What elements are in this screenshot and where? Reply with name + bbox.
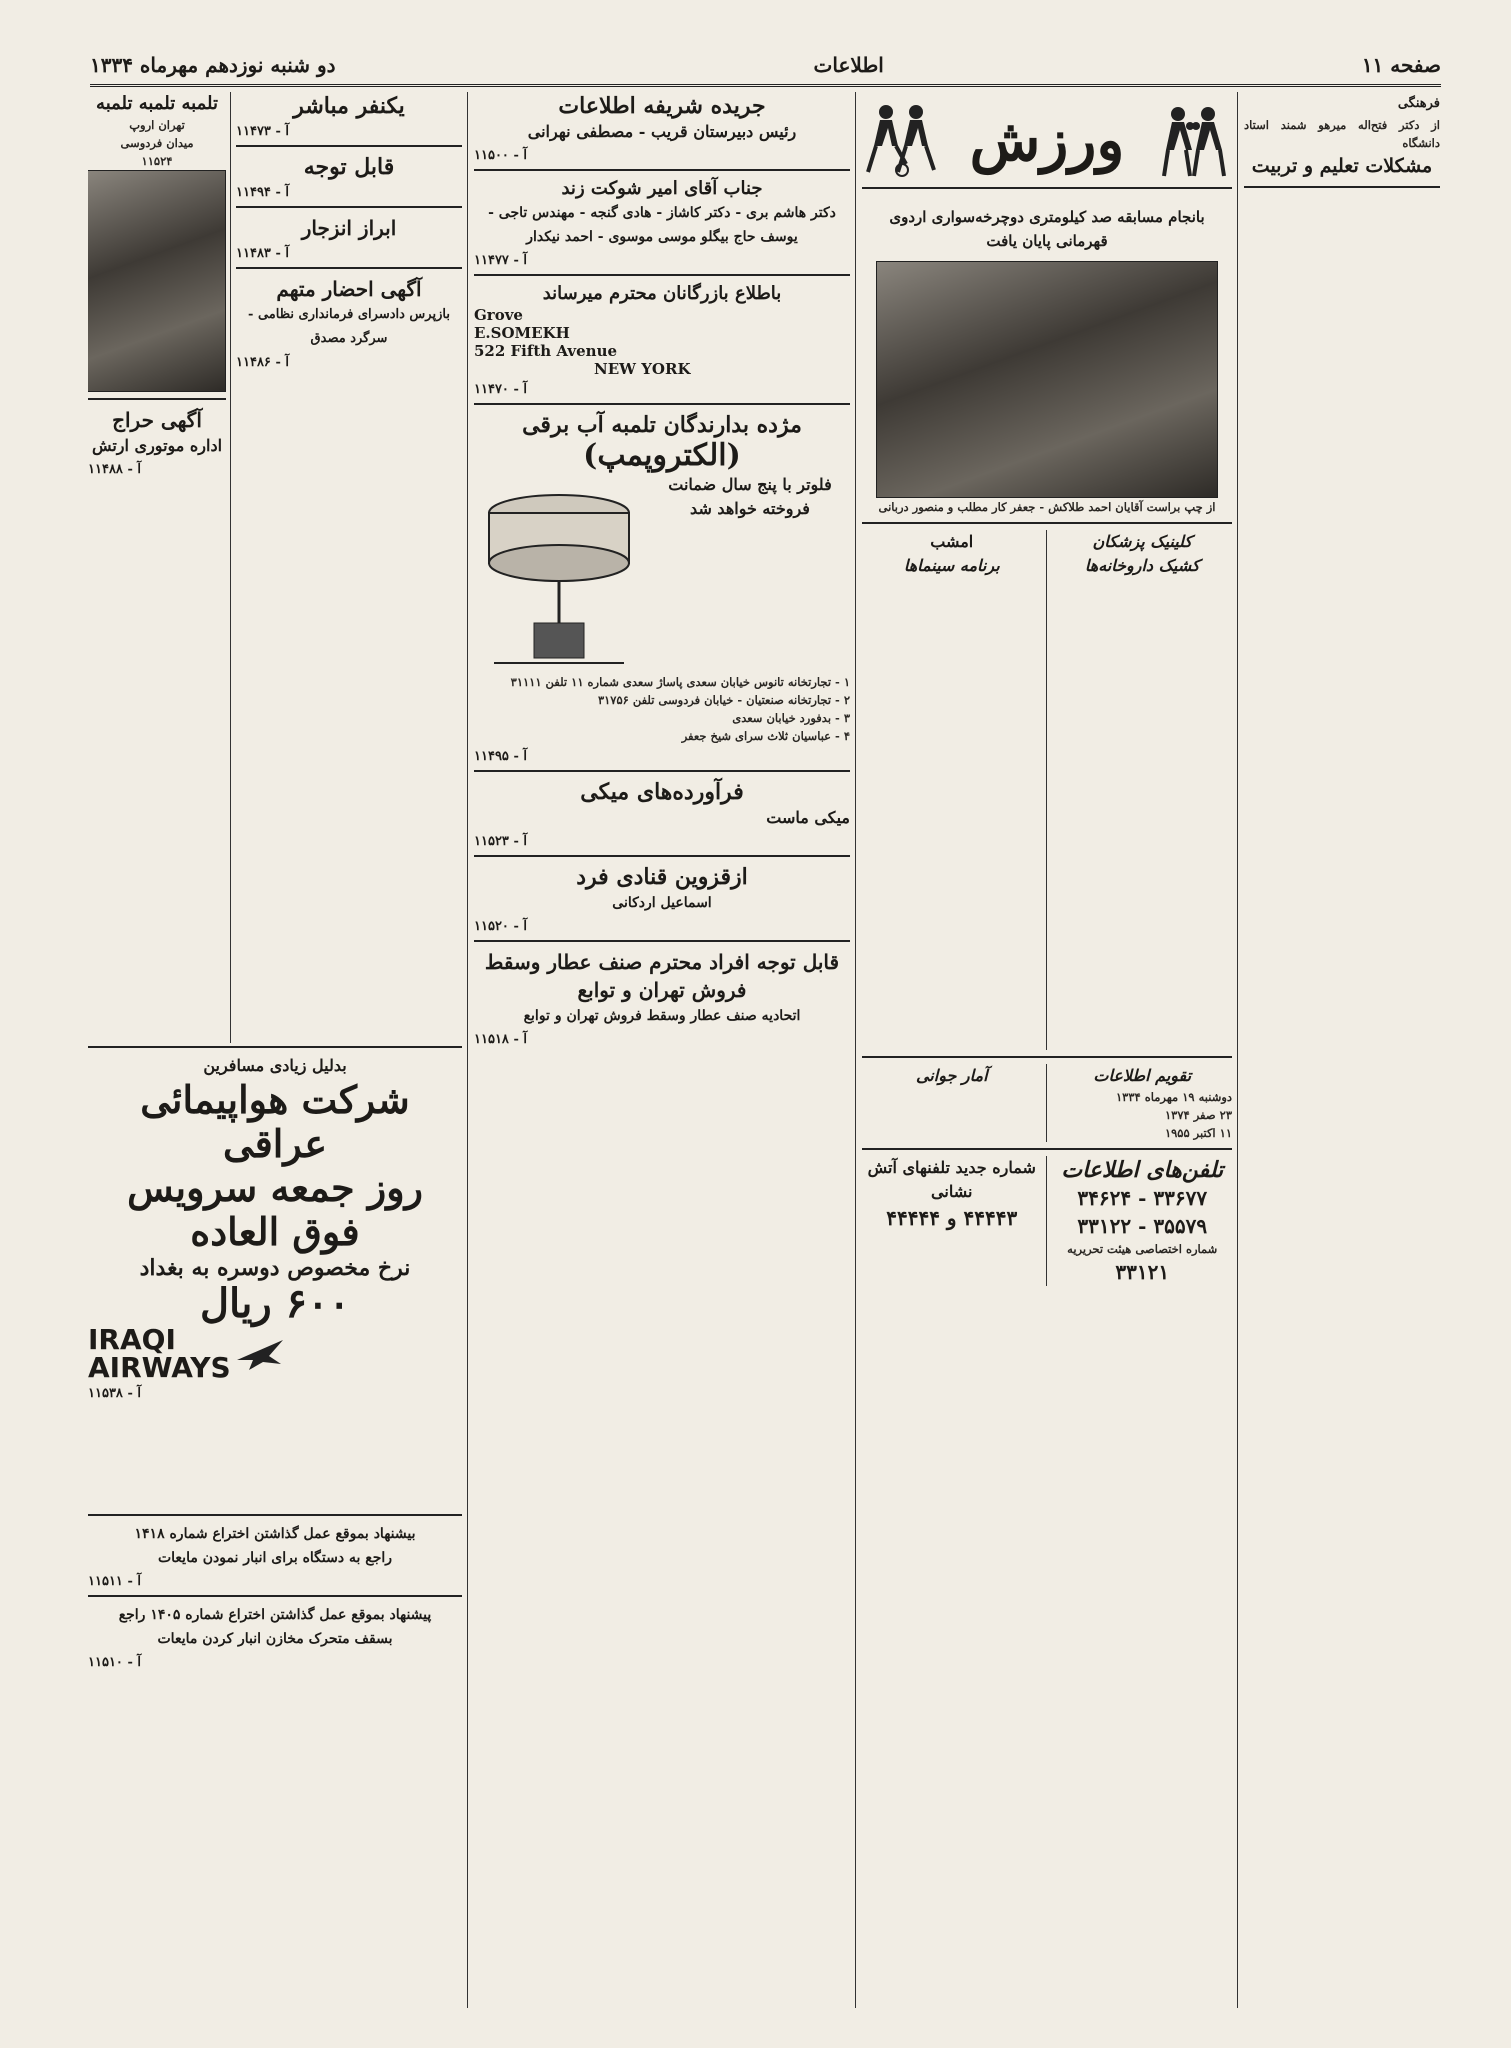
pumps-location: تهران اروپ: [129, 118, 185, 132]
grove-city: NEW YORK: [594, 360, 691, 378]
vital-box: [862, 1064, 1047, 1142]
airplane-icon: [235, 1334, 285, 1374]
airways-sub: بدلیل زیادی مسافرین: [203, 1056, 347, 1075]
congrats-title: جناب آقای امیر شوکت زند: [561, 178, 763, 199]
direct-title: یکنفر مباشر: [293, 93, 405, 119]
ad-code: آ - ۱۱۵۱۸: [474, 1032, 527, 1047]
telephones-box: [1053, 1156, 1233, 1286]
grove-street: 522 Fifth Avenue: [474, 342, 618, 360]
pump-body: [474, 473, 850, 673]
tel-number: ۳۳۶۷۷ - ۳۴۶۲۴: [1077, 1186, 1208, 1210]
letter-title: جریده شریفه اطلاعات: [558, 93, 766, 119]
ad-code: آ - ۱۱۴۹۴: [236, 185, 289, 200]
auction-title: آگهی حراج: [112, 408, 202, 432]
airways-ad: [88, 1040, 462, 1500]
vital-title: آمار جوانی: [915, 1066, 988, 1085]
grove-brand: Grove: [474, 306, 523, 324]
pump-brand: (الکتروپمپ): [583, 438, 741, 473]
column-divider: [855, 92, 856, 2008]
letter-signature: رئیس دبیرستان قریب - مصطفی نهرانی: [527, 122, 797, 141]
grove-company: E.SOMEKH: [474, 324, 570, 342]
cinema-title: برنامه سینماها: [903, 556, 1000, 575]
fire-box: [862, 1156, 1047, 1286]
ad-code: آ - ۱۱۴۸۳: [236, 246, 289, 261]
tel-note: شماره اختصاصی هیئت تحریریه: [1067, 1242, 1218, 1256]
issue-date: دو شنبه نوزدهم مهرماه ۱۳۳۴: [90, 53, 336, 77]
fard-signature: اسماعیل اردکانی: [612, 895, 712, 911]
fard-title: ازقزوین قنادی فرد: [576, 864, 748, 890]
grove-title: باطلاع بازرگانان محترم میرساند: [542, 283, 782, 304]
ad-code: آ - ۱۱۴۹۵: [474, 749, 527, 764]
ad-code: آ - ۱۱۵۱۰: [88, 1655, 141, 1670]
cinema-list: [862, 530, 1047, 1050]
page-number: صفحه ۱۱: [1361, 53, 1441, 77]
pump-illustration: [474, 473, 644, 673]
tel-title: تلفن‌های اطلاعات: [1061, 1157, 1224, 1183]
congrats-names: دکتر هاشم بری - دکتر کاشاز - هادی گنجه - مهندس تاجی - یوسف حاج بیگلو موسی موسوی - احمد نیکدار: [488, 205, 836, 245]
clinic-list: [1053, 530, 1233, 1050]
ad-code: آ - ۱۱۴۷۷: [474, 253, 527, 268]
tel-number: ۳۵۵۷۹ - ۳۳۱۲۲: [1077, 1214, 1208, 1238]
pump-shop: ۱ - تجارتخانه تانوس خیابان سعدی پاساژ سعدی شماره ۱۱ تلفن ۳۱۱۱۱: [510, 675, 850, 689]
boxers-icon: [1152, 100, 1232, 180]
cyclists-photo: [876, 261, 1218, 498]
fire-title: شماره جدید تلفنهای آتش نشانی: [867, 1158, 1036, 1201]
ad-code: آ - ۱۱۴۷۳: [236, 124, 289, 139]
calendar-row: ۱۱ اکتبر ۱۹۵۵: [1164, 1126, 1232, 1140]
clinic-title: کلینیک پزشکان: [1092, 532, 1192, 551]
race-title: بانجام مسابقه صد کیلومتری دوچرخه‌سواری اردوی قهرمانی پایان یافت: [889, 208, 1205, 250]
football-players-icon: [862, 100, 942, 180]
airways-route: نرخ مخصوص دوسره به بغداد: [139, 1255, 411, 1281]
guild-signature: اتحادیه صنف عطار وسقط فروش تهران و توابع: [523, 1008, 801, 1024]
mikey-title: فرآورده‌های میکی: [580, 779, 744, 805]
sports-title: ورزش: [969, 105, 1125, 174]
pumps-location: میدان فردوسی: [120, 136, 194, 150]
column-divider: [467, 92, 468, 2008]
pump-title: مژده بدارندگان تلمبه آب برقی: [522, 412, 802, 438]
airways-title-1: شرکت هواپیمائی عراقی: [140, 1077, 410, 1166]
ads-column-outer: [88, 92, 226, 1042]
education-title: مشکلات تعلیم و تربیت: [1251, 155, 1433, 177]
column-divider: [1237, 92, 1238, 2008]
ad-code: آ - ۱۱۵۲۳: [474, 834, 527, 849]
column-divider: [230, 92, 231, 1043]
pump-shop: ۴ - عباسیان ثلاث سرای شیخ جعفر: [681, 729, 850, 743]
airways-logo-line: IRAQI: [88, 1323, 176, 1356]
ad-code: آ - ۱۱۵۱۱: [88, 1574, 141, 1589]
airways-title-2: روز جمعه سرویس: [127, 1165, 423, 1210]
tel-number: ۳۳۱۲۱: [1115, 1260, 1170, 1284]
airways-logo-line: AIRWAYS: [88, 1351, 231, 1384]
listings-area: [862, 530, 1232, 1050]
photo-caption: از چپ براست آقایان احمد طلاکش - جعفر کار مطلب و منصور دربانی: [878, 500, 1216, 514]
ad-code: آ - ۱۱۵۰۰: [474, 148, 527, 163]
airways-title-3: فوق العاده: [190, 1209, 360, 1254]
ebar-title: ابراز انزجار: [301, 216, 397, 240]
pumps-ad-title: تلمبه تلمبه تلمبه: [96, 93, 218, 114]
fire-numbers: ۴۴۴۴۳ و ۴۴۴۴۴: [886, 1206, 1018, 1230]
paper-name: اطلاعات: [813, 53, 884, 77]
summons-signature: بازپرس دادسرای فرمانداری نظامی - سرگرد مصدق: [248, 307, 450, 346]
ad-code: آ - ۱۱۴۸۶: [236, 355, 289, 370]
phones-area: [862, 1156, 1232, 1286]
airways-price: ۶۰۰ ریال: [199, 1280, 351, 1327]
middle-column: [474, 92, 850, 2012]
author-line: از دکتر فتح‌اله میرهو شمند استاد دانشگاه: [1244, 118, 1440, 150]
summons-title: آگهی احضار متهم: [276, 277, 422, 301]
pump-shop: ۳ - بدفورد خیابان سعدی: [732, 711, 850, 725]
tonight-label: امشب: [930, 532, 974, 551]
calendar-box: [1053, 1064, 1233, 1142]
airways-logo-row: [88, 1323, 462, 1384]
sports-column: [862, 92, 1232, 2012]
ads-column-inner: [236, 92, 462, 1042]
ad-code: آ - ۱۱۵۳۸: [88, 1386, 141, 1401]
calendar-row: ۲۳ صفر ۱۳۷۴: [1164, 1108, 1232, 1122]
ad-code: آ - ۱۱۴۷۰: [474, 382, 527, 397]
portrait-photo: [88, 170, 226, 392]
ad-code: آ - ۱۱۴۸۸: [88, 462, 141, 477]
guild-title: قابل توجه افراد محترم صنف عطار وسقط فروش تهران و توابع: [484, 950, 840, 1002]
patent-2-sub: بسقف متحرک مخازن انبار کردن مایعات: [157, 1631, 393, 1647]
pharmacy-title: کشیک داروخانه‌ها: [1084, 556, 1200, 575]
pump-warranty: فلوتر با پنج سال ضمانت فروخته خواهد شد: [668, 475, 832, 518]
mikey-brand: میکی ماست: [766, 808, 850, 827]
stats-area: [862, 1064, 1232, 1142]
patent-1-sub: راجع به دستگاه برای انبار نمودن مایعات: [157, 1550, 393, 1566]
patents: [88, 1508, 462, 1908]
notice-title: قابل توجه: [303, 154, 395, 180]
pumps-code: ۱۱۵۲۴: [141, 154, 173, 168]
page-header: [90, 50, 1441, 87]
sports-masthead: [862, 92, 1232, 189]
patent-2-title: پیشنهاد بموقع عمل گذاشتن اختراع شماره ۱۴۰۵ راجع: [118, 1607, 432, 1623]
ad-code: آ - ۱۱۵۲۰: [474, 919, 527, 934]
calendar-title: تقویم اطلاعات: [1093, 1066, 1192, 1085]
pump-shop: ۲ - تجارتخانه صنعتیان - خیابان فردوسی تلفن ۳۱۷۵۶: [597, 693, 850, 707]
patent-1-title: بیشنهاد بموقع عمل گذاشتن اختراع شماره ۱۴۱۸: [134, 1526, 416, 1542]
airways-logo: [88, 1323, 285, 1384]
education-column: [1244, 92, 1440, 2012]
category-label: فرهنگی: [1397, 96, 1440, 111]
auction-org: اداره موتوری ارتش: [91, 436, 223, 455]
calendar-row: دوشنبه ۱۹ مهرماه ۱۳۳۴: [1115, 1090, 1232, 1104]
